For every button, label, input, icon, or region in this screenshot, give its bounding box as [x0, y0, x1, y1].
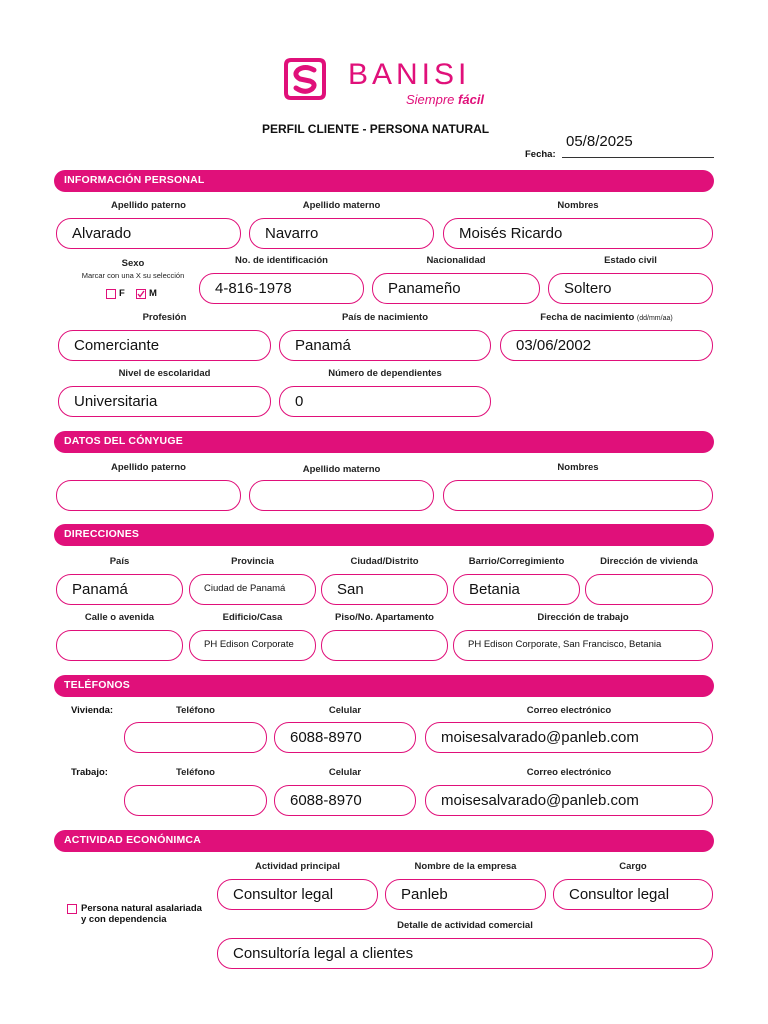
nacionalidad-label: Nacionalidad — [426, 255, 486, 266]
brand-name: BANISI — [348, 58, 471, 91]
field-value: Navarro — [265, 225, 319, 242]
brand-logo — [282, 56, 492, 112]
sexo-f-checkbox[interactable] — [106, 289, 116, 299]
barrio-label: Barrio/Corregimiento — [468, 556, 565, 567]
trabajo-celular-label: Celular — [328, 767, 362, 778]
fecha-nacimiento-label-text: Fecha de nacimiento — [540, 312, 635, 323]
section-telefonos-header — [54, 675, 714, 697]
field-value: moisesalvarado@panleb.com — [441, 729, 639, 746]
field-value: Panamá — [295, 337, 351, 354]
field-value: Consultor legal — [569, 886, 670, 903]
provincia-label: Provincia — [231, 556, 274, 567]
conyuge-apellido-materno-field[interactable] — [249, 480, 434, 511]
identificacion-label: No. de identificación — [235, 255, 328, 266]
section-title: TELÉFONOS — [64, 679, 130, 691]
pais-nacimiento-field[interactable] — [279, 330, 491, 361]
tagline-part-2: fácil — [458, 92, 485, 107]
profesion-label: Profesión — [142, 312, 187, 323]
edificio-label: Edificio/Casa — [222, 612, 283, 623]
trabajo-correo-label: Correo electrónico — [526, 767, 612, 778]
tagline-part-1: Siempre — [406, 92, 459, 107]
section-personal-header — [54, 170, 714, 192]
field-value: Panleb — [401, 886, 448, 903]
banisi-logo-icon — [282, 56, 328, 102]
piso-label: Piso/No. Apartamento — [335, 612, 434, 623]
actividad-principal-field[interactable] — [217, 879, 378, 910]
sexo-m-checkbox[interactable] — [136, 289, 146, 299]
calle-label: Calle o avenida — [84, 612, 155, 623]
section-title: DIRECCIONES — [64, 528, 140, 540]
detalle-label: Detalle de actividad comercial — [397, 920, 533, 931]
detalle-field[interactable] — [217, 938, 713, 969]
field-value: Panameño — [388, 280, 461, 297]
direccion-trabajo-field[interactable] — [453, 630, 713, 661]
conyuge-apellido-paterno-field[interactable] — [56, 480, 241, 511]
field-value: Panamá — [72, 581, 128, 598]
field-value: Alvarado — [72, 225, 132, 242]
fecha-line[interactable] — [562, 157, 714, 158]
sexo-label: Sexo — [121, 258, 145, 269]
actividad-principal-label: Actividad principal — [255, 861, 340, 872]
sexo-hint: Marcar con una X su selección — [81, 271, 185, 280]
sexo-f-label: F — [119, 288, 125, 299]
provincia-field[interactable] — [189, 574, 316, 605]
vivienda-telefono-label: Teléfono — [176, 705, 215, 716]
vivienda-correo-field[interactable] — [425, 722, 713, 753]
trabajo-celular-field[interactable] — [274, 785, 416, 816]
apellido-materno-label: Apellido materno — [302, 200, 381, 211]
section-title: DATOS DEL CÓNYUGE — [64, 435, 183, 447]
ciudad-field[interactable] — [321, 574, 448, 605]
dependientes-field[interactable] — [279, 386, 491, 417]
cargo-label: Cargo — [619, 861, 647, 872]
conyuge-apellido-materno-label: Apellido materno — [302, 464, 381, 475]
escolaridad-label: Nivel de escolaridad — [118, 368, 211, 379]
direccion-vivienda-label: Dirección de vivienda — [600, 556, 698, 567]
asalariada-label-2: y con dependencia — [81, 914, 167, 925]
escolaridad-field[interactable] — [58, 386, 271, 417]
fecha-nacimiento-label — [500, 312, 713, 323]
vivienda-celular-label: Celular — [328, 705, 362, 716]
pais-field[interactable] — [56, 574, 183, 605]
apellido-paterno-field[interactable] — [56, 218, 241, 249]
trabajo-label: Trabajo: — [71, 767, 108, 778]
section-conyuge-header — [54, 431, 714, 453]
field-value: Consultoría legal a clientes — [233, 945, 414, 962]
nombres-label: Nombres — [557, 200, 599, 211]
dependientes-label: Número de dependientes — [328, 368, 442, 379]
asalariada-label-1: Persona natural asalariada — [81, 903, 202, 914]
section-actividad-header — [54, 830, 714, 852]
section-title: ACTIVIDAD ECONÓNIMCA — [64, 834, 201, 846]
apellido-paterno-label: Apellido paterno — [111, 200, 186, 211]
fecha-nacimiento-hint: (dd/mm/aa) — [636, 315, 673, 322]
conyuge-apellido-paterno-label: Apellido paterno — [111, 462, 186, 473]
asalariada-checkbox[interactable] — [67, 904, 77, 914]
nombres-field[interactable] — [443, 218, 713, 249]
ciudad-label: Ciudad/Distrito — [350, 556, 419, 567]
field-value: San — [337, 581, 364, 598]
fecha-label: Fecha: — [525, 149, 556, 160]
profesion-field[interactable] — [58, 330, 271, 361]
cargo-field[interactable] — [553, 879, 713, 910]
field-value: Moisés Ricardo — [459, 225, 563, 242]
check-mark-icon — [137, 290, 145, 298]
empresa-label: Nombre de la empresa — [414, 861, 517, 872]
trabajo-correo-field[interactable] — [425, 785, 713, 816]
section-title: INFORMACIÓN PERSONAL — [64, 174, 205, 186]
vivienda-correo-label: Correo electrónico — [526, 705, 612, 716]
field-value: 6088-8970 — [290, 792, 362, 809]
vivienda-telefono-field[interactable] — [124, 722, 267, 753]
field-value: PH Edison Corporate, San Francisco, Betania — [468, 639, 662, 650]
identificacion-field[interactable] — [199, 273, 364, 304]
fecha-value: 05/8/2025 — [566, 133, 633, 150]
direccion-vivienda-field[interactable] — [585, 574, 713, 605]
field-value: 03/06/2002 — [516, 337, 592, 354]
conyuge-nombres-field[interactable] — [443, 480, 713, 511]
field-value: Soltero — [564, 280, 612, 297]
estado-civil-field[interactable] — [548, 273, 713, 304]
brand-tagline — [406, 92, 484, 107]
pais-nacimiento-label: País de nacimiento — [341, 312, 429, 323]
empresa-field[interactable] — [385, 879, 546, 910]
field-value: 0 — [295, 393, 304, 410]
pais-label: País — [109, 556, 130, 567]
sexo-m-label: M — [149, 288, 157, 299]
trabajo-telefono-field[interactable] — [124, 785, 267, 816]
field-value: 6088-8970 — [290, 729, 362, 746]
field-value: Betania — [469, 581, 520, 598]
field-value: Ciudad de Panamá — [204, 583, 286, 594]
vivienda-celular-field[interactable] — [274, 722, 416, 753]
field-value: moisesalvarado@panleb.com — [441, 792, 639, 809]
field-value: Comerciante — [74, 337, 160, 354]
nacionalidad-field[interactable] — [372, 273, 540, 304]
field-value: Consultor legal — [233, 886, 334, 903]
vivienda-label: Vivienda: — [71, 705, 114, 716]
fecha-nacimiento-field[interactable] — [500, 330, 713, 361]
form-title: PERFIL CLIENTE - PERSONA NATURAL — [262, 122, 490, 136]
conyuge-nombres-label: Nombres — [557, 462, 599, 473]
field-value: Universitaria — [74, 393, 158, 410]
field-value: PH Edison Corporate — [204, 639, 294, 650]
estado-civil-label: Estado civil — [604, 255, 657, 266]
piso-field[interactable] — [321, 630, 448, 661]
field-value: 4-816-1978 — [215, 280, 292, 297]
barrio-field[interactable] — [453, 574, 580, 605]
direccion-trabajo-label: Dirección de trabajo — [537, 612, 629, 623]
section-direcciones-header — [54, 524, 714, 546]
trabajo-telefono-label: Teléfono — [176, 767, 215, 778]
calle-field[interactable] — [56, 630, 183, 661]
edificio-field[interactable] — [189, 630, 316, 661]
apellido-materno-field[interactable] — [249, 218, 434, 249]
